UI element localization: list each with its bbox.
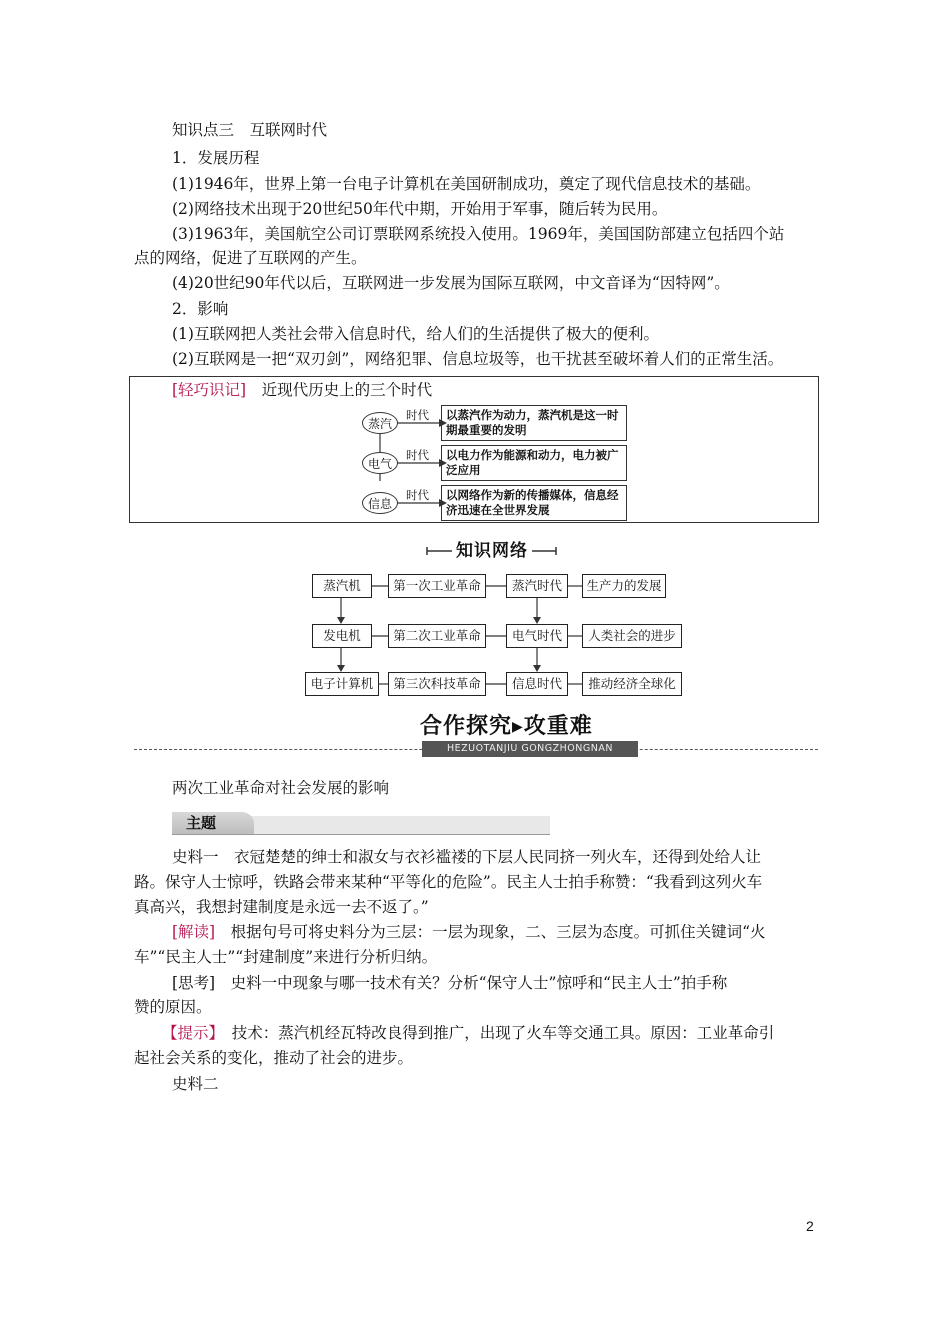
- era-desc-steam: 以蒸汽作为动力，蒸汽机是这一时期最重要的发明: [441, 405, 627, 441]
- heading-development: 1．发展历程: [172, 149, 260, 167]
- study-heading: 两次工业革命对社会发展的影响: [172, 779, 390, 797]
- paragraph: (1)1946年，世界上第一台电子计算机在美国研制成功，奠定了现代信息技术的基础。: [172, 175, 761, 193]
- network-banner: 知识网络: [456, 541, 528, 561]
- network-node: 电子计算机: [305, 672, 379, 696]
- topic-bar: [172, 812, 550, 835]
- play-icon: ▶: [512, 719, 524, 735]
- era-steam: 蒸汽: [362, 412, 398, 434]
- network-node: 第二次工业革命: [388, 624, 486, 648]
- coop-banner: [420, 712, 640, 742]
- paragraph: 起社会关系的变化，推动了社会的进步。: [134, 1049, 414, 1067]
- paragraph: 点的网络，促进了互联网的产生。: [134, 249, 367, 267]
- era-desc-information: 以网络作为新的传播媒体，信息经济迅速在全世界发展: [441, 485, 627, 521]
- paragraph: (1)互联网把人类社会带入信息时代，给人们的生活提供了极大的便利。: [172, 325, 659, 343]
- era-label: 时代: [406, 408, 429, 422]
- paragraph: (2)网络技术出现于20世纪50年代中期，开始用于军事，随后转为民用。: [172, 200, 668, 218]
- era-desc-electric: 以电力作为能源和动力，电力被广泛应用: [441, 445, 627, 481]
- paragraph: 真高兴，我想封建制度是永远一去不返了。”: [134, 898, 429, 916]
- era-electric: 电气: [362, 452, 398, 474]
- paragraph: 路。保守人士惊呼，铁路会带来某种“平等化的危险”。民主人士拍手称赞：“我看到这列火车: [134, 873, 763, 891]
- coop-banner-b: 攻重难: [523, 714, 593, 739]
- paragraph: [思考] 史料一中现象与哪一技术有关？分析“保守人士”惊呼和“民主人士”拍手称: [172, 974, 728, 992]
- network-node: 第一次工业革命: [388, 574, 486, 598]
- network-node: 生产力的发展: [582, 574, 666, 598]
- network-node: 电气时代: [506, 624, 568, 648]
- network-node: 人类社会的进步: [582, 624, 682, 648]
- jiedu-tag: [解读]: [172, 923, 216, 941]
- network-node: 第三次科技革命: [388, 672, 486, 696]
- paragraph: (3)1963年，美国航空公司订票联网系统投入使用。1969年，美国国防部建立包括四个站: [172, 225, 785, 243]
- paragraph: [172, 920, 824, 944]
- page-number: 2: [806, 1218, 814, 1234]
- jiedu-text: 根据句号可将史料分为三层：一层为现象，二、三层为态度。可抓住关键词“火: [215, 923, 766, 941]
- coop-banner-a: 合作探究: [420, 714, 513, 739]
- era-label: 时代: [406, 488, 429, 502]
- network-node: 蒸汽时代: [506, 574, 568, 598]
- section-title: 知识点三 互联网时代: [172, 121, 328, 139]
- paragraph: 赞的原因。: [134, 998, 212, 1016]
- network-node: 发电机: [312, 624, 372, 648]
- tishi-tag: 【提示】: [162, 1024, 217, 1042]
- era-information: 信息: [362, 492, 398, 514]
- heading-impact: 2．影响: [172, 300, 229, 318]
- topic-bar-fill: [242, 816, 550, 834]
- memory-tag: [轻巧识记]: [172, 381, 247, 399]
- memory-heading: 近现代历史上的三个时代: [261, 381, 433, 399]
- coop-pinyin: HEZUOTANJIU GONGZHONGNAN: [422, 741, 638, 757]
- paragraph: (2)互联网是一把“双刃剑”，网络犯罪、信息垃圾等，也干扰甚至破坏着人们的正常生活。: [172, 350, 784, 368]
- network-node: 信息时代: [506, 672, 568, 696]
- paragraph: 车”“民主人士”“封建制度”来进行分析归纳。: [134, 948, 438, 966]
- paragraph: [162, 1021, 852, 1045]
- paragraph: (4)20世纪90年代以后，互联网进一步发展为国际互联网，中文音译为“因特网”。: [172, 274, 730, 292]
- network-node: 推动经济全球化: [582, 672, 682, 696]
- paragraph: 史料二: [172, 1075, 219, 1093]
- topic-tab: 主题: [172, 812, 254, 834]
- network-node: 蒸汽机: [312, 574, 372, 598]
- tishi-text: 技术：蒸汽机经瓦特改良得到推广，出现了火车等交通工具。原因：工业革命引: [216, 1024, 775, 1042]
- era-label: 时代: [406, 448, 429, 462]
- paragraph: 史料一 衣冠楚楚的绅士和淑女与衣衫褴褛的下层人民同挤一列火车，还得到处给人让: [172, 848, 762, 866]
